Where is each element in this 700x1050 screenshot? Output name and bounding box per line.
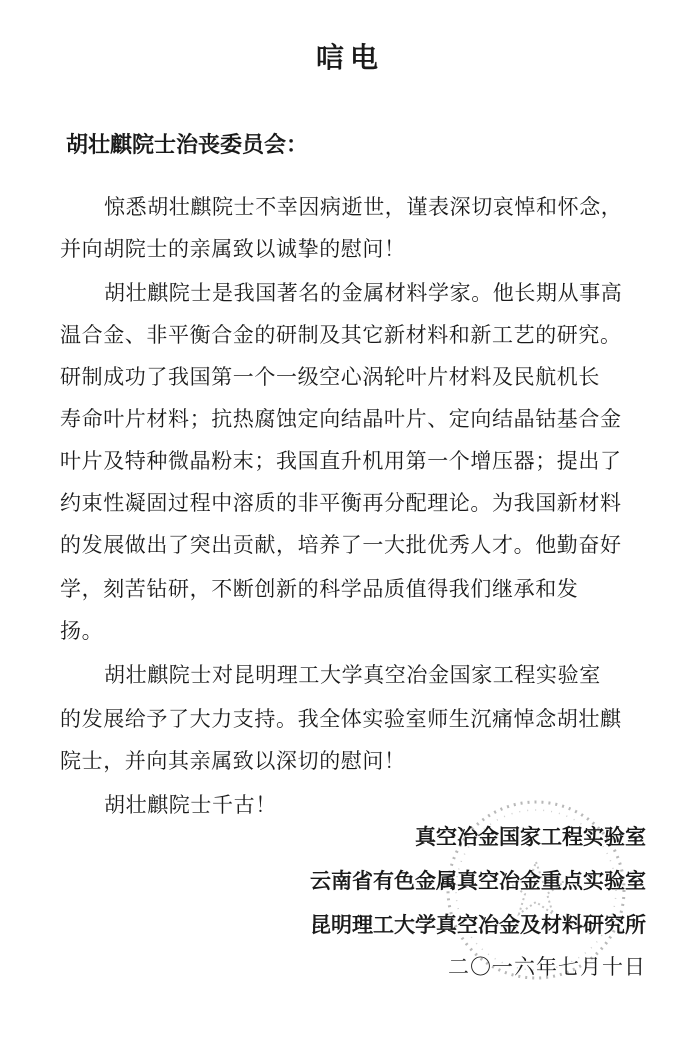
body-line: 约束性凝固过程中溶质的非平衡再分配理论。为我国新材料	[60, 491, 622, 515]
body-line: 的发展做出了突出贡献，培养了一大批优秀人才。他勤奋好	[60, 533, 622, 557]
body-line: 胡壮麒院士对昆明理工大学真空冶金国家工程实验室	[104, 663, 601, 687]
body-line: 胡壮麒院士是我国著名的金属材料学家。他长期从事高	[104, 281, 623, 305]
body-line: 研制成功了我国第一个一级空心涡轮叶片材料及民航机长	[60, 365, 600, 389]
body-line: 扬。	[60, 619, 104, 643]
body-line: 并向胡院士的亲属致以诚挚的慰问！	[60, 237, 406, 261]
body-line: 寿命叶片材料；抗热腐蚀定向结晶叶片、定向结晶钴基合金	[60, 407, 622, 431]
body-line: 温合金、非平衡合金的研制及其它新材料和新工艺的研究。	[60, 323, 622, 347]
letter-date: 二〇一六年七月十日	[448, 955, 646, 979]
body-line: 惊悉胡壮麒院士不幸因病逝世，谨表深切哀悼和怀念，	[104, 195, 623, 219]
body-line: 的发展给予了大力支持。我全体实验室师生沉痛悼念胡壮麒	[60, 707, 622, 731]
closing-line: 胡壮麒院士千古！	[104, 793, 277, 817]
signer-name: 云南省有色金属真空冶金重点实验室	[310, 869, 646, 893]
letter-title: 唁电	[315, 41, 384, 74]
letter-recipient: 胡壮麒院士治丧委员会：	[66, 133, 309, 158]
body-line: 叶片及特种微晶粉末；我国直升机用第一个增压器；提出了	[60, 449, 622, 473]
signer-name: 昆明理工大学真空冶金及材料研究所	[310, 913, 646, 937]
signer-name: 真空冶金国家工程实验室	[415, 825, 646, 849]
body-line: 院士，并向其亲属致以深切的慰问！	[60, 749, 406, 773]
body-line: 学，刻苦钻研，不断创新的科学品质值得我们继承和发	[60, 577, 579, 601]
